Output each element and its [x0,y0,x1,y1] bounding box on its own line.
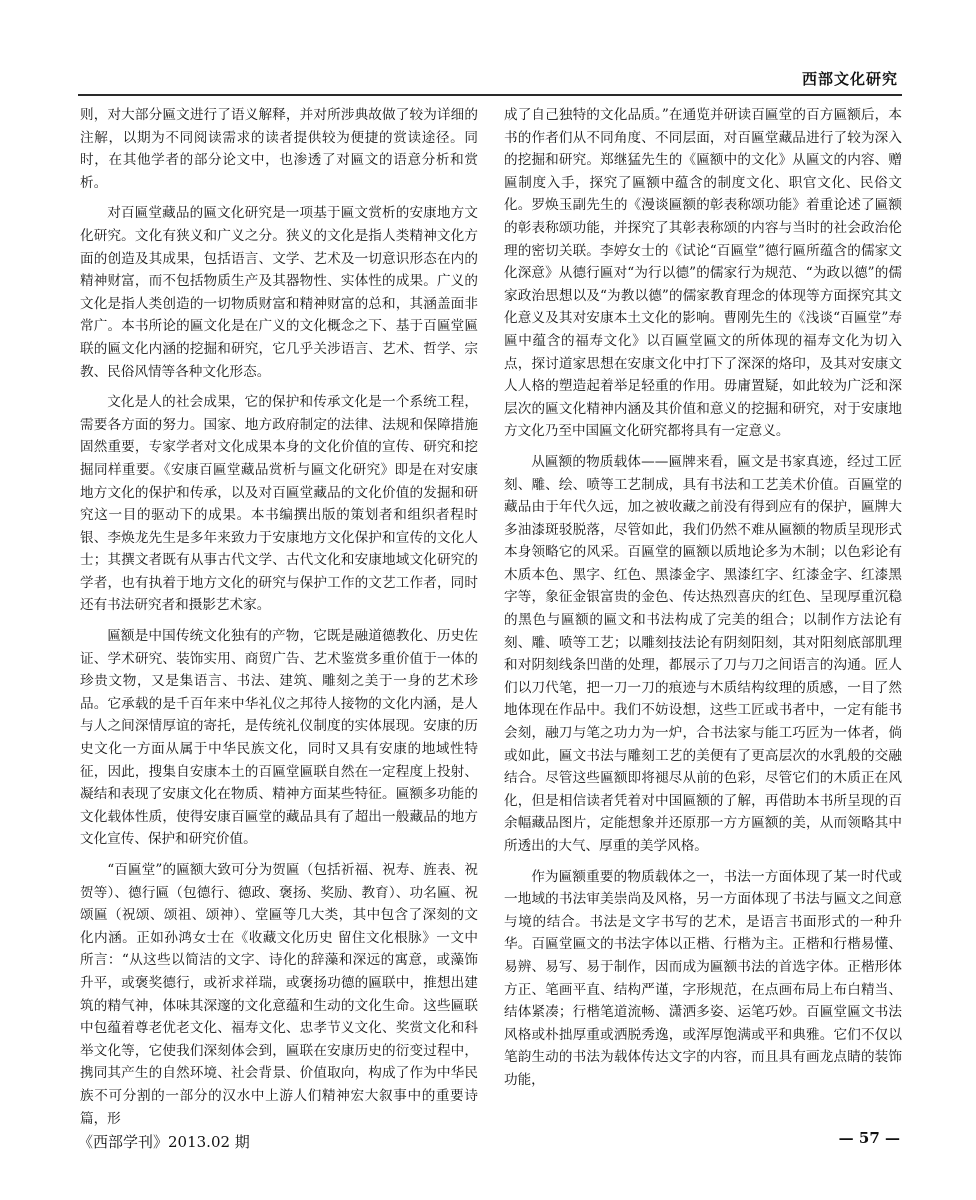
section-title: 西部文化研究 [801,70,898,88]
journal-citation: 《西部学刊》2013.02 期 [78,1133,250,1151]
right-column [504,104,902,1114]
paragraph: 成了自己独特的文化品质。”在通览并研读百匾堂的百方匾额后，本书的作者们从不同角度、不同层面，对百匾堂藏品进行了较为深入的挖掘和研究。郑继猛先生的《匾额中的文化》从匾文的内容、赠匾制度入手，探究了匾额中蕴含的制度文化、职官文化、民俗文化。罗焕玉副先生的《漫谈匾额的彰表称颂功能》着重论述了匾额的彰表称颂功能，并探究了其彰表称颂的内容与当时的社会政治伦理的密切关联。李婷女士的《试论“百匾堂”德行匾所蕴含的儒家文化深意》从德行匾对“为行以德”的儒家行为规范、“为政以德”的儒家政治思想以及“为教以德”的儒家教育理念的体现等方面探究其文化意义及其对安康本土文化的影响。曹刚先生的《浅谈“百匾堂”寿匾中蕴含的福寿文化》以百匾堂匾文的所体现的福寿文化为切入点，探讨道家思想在安康文化中打下了深深的烙印，及其对安康文人人格的塑造起着举足轻重的作用。毋庸置疑，如此较为广泛和深层次的匾文化精神内涵及其价值和意义的挖掘和研究，对于安康地方文化乃至中国匾文化研究都将具有一定意义。 [504,107,902,440]
page-header [78,56,902,96]
paragraph: “百匾堂”的匾额大致可分为贺匾（包括祈福、祝寿、旌表、祝贺等）、德行匾（包德行、德政、褒扬、奖励、教育）、功名匾、祝颂匾（祝颂、颂祖、颂神）、堂匾等几大类，其中包含了深刻的文化内涵。正如孙鸿女士在《收藏文化历史 留住文化根脉》一文中所言：“从这些以简洁的文字、诗化的辞藻和深远的寓意，或藻饰升平，或褒奖德行，或祈求祥瑞，或褒扬功德的匾联中，推想出建筑的精气神，体味其深邃的文化意蕴和生动的文化生命。这些匾联中包蕴着尊老优老文化、福寿文化、忠孝节义文化、奖赏文化和科举文化等，它使我们深刻体会到，匾联在安康历史的衍变过程中，携同其产生的自然环境、社会背景、价值取向，构成了作为中华民族不可分割的一部分的汉水中上游人们精神宏大叙事中的重要诗篇，形 [80,862,478,1127]
page-number: — 57 — [838,1129,900,1147]
paragraph: 从匾额的物质载体——匾牌来看，匾文是书家真迹，经过工匠刻、雕、绘、喷等工艺制成，具有书法和工艺美术价值。百匾堂的藏品由于年代久远，加之被收藏之前没有得到应有的保护，匾牌大多油漆斑驳脱落，尽管如此，我们仍然不难从匾额的物质呈现形式本身领略它的风采。百匾堂的匾额以质地论多为木制；以色彩论有木质本色、黑字、红色、黑漆金字、黑漆红字、红漆金字、红漆黑字等，象征金银富贵的金色、传达热烈喜庆的红色、呈现厚重沉稳的黑色与匾额的匾文和书法构成了完美的组合；以制作方法论有刻、雕、喷等工艺；以雕刻技法论有阴刻阳刻，其对阳刻底部肌理和对阴刻线条凹凿的处理，都展示了刀与刀之间语言的沟通。匠人们以刀代笔，把一刀一刀的痕迹与木质结构纹理的质感，一目了然地体现在作品中。我们不妨设想，这些工匠或书者中，一定有能书会刻，融刀与笔之功力为一炉，合书法家与能工巧匠为一体者，倘或如此，匾文书法与雕刻工艺的美便有了更高层次的水乳般的交融结合。尽管这些匾额即将褪尽从前的色彩，尽管它们的木质正在风化，但是相信读者凭着对中国匾额的了解，再借助本书所呈现的百余幅藏品图片，定能想象并还原那一方方匾额的美，从而领略其中所透出的大气、厚重的美学风格。 [504,453,902,854]
paragraph: 则，对大部分匾文进行了语义解释，并对所涉典故做了较为详细的注解，以期为不同阅读需求的读者提供较为便捷的赏读途径。同时，在其他学者的部分论文中，也渗透了对匾文的语意分析和赏析。 [80,107,478,191]
paragraph: 文化是人的社会成果，它的保护和传承文化是一个系统工程，需要各方面的努力。国家、地方政府制定的法律、法规和保障措施固然重要，专家学者对文化成果本身的文化价值的宣传、研究和挖掘同样重要。《安康百匾堂藏品赏析与匾文化研究》即是在对安康地方文化的保护和传承，以及对百匾堂藏品的文化价值的发掘和研究这一目的驱动下的成果。本书编撰出版的策划者和组织者程时银、李焕龙先生是多年来致力于安康地方文化保护和宣传的文化人士；其撰文者既有从事古代文学、古代文化和安康地域文化研究的学者，也有执着于地方文化的研究与保护工作的文艺工作者，同时还有书法研究者和摄影艺术家。 [80,394,478,614]
left-column [80,104,478,1127]
paragraph: 作为匾额重要的物质载体之一，书法一方面体现了某一时代或一地域的书法审美崇尚及风格，另一方面体现了书法与匾文之间意与境的结合。书法是文字书写的艺术，是语言书面形式的一种升华。百匾堂匾文的书法字体以正楷、行楷为主。正楷和行楷易懂、易辨、易写、易于制作，因而成为匾额书法的首选字体。正楷形体方正、笔画平直、结构严谨，字形规范，在点画布局上布白精当、结体紧凑；行楷笔道流畅、潇洒多姿、运笔巧妙。百匾堂匾文书法风格或朴拙厚重或洒脱秀逸，或浑厚饱满或平和典雅。它们不仅以笔韵生动的书法为载体传达文字的内容，而且具有画龙点睛的装饰功能， [504,868,902,1088]
paragraph: 匾额是中国传统文化独有的产物，它既是融道德教化、历史佐证、学术研究、装饰实用、商贸广告、艺术鉴赏多重价值于一体的珍贵文物，又是集语言、书法、建筑、雕刻之美于一身的艺术珍品。它承载的是千百年来中华礼仪之邦待人接物的文化内涵，是人与人之间深情厚谊的寄托，是传统礼仪制度的实体展现。安康的历史文化一方面从属于中华民族文化，同时又具有安康的地域性特征，因此，搜集自安康本土的百匾堂匾联自然在一定程度上投射、凝结和表现了安康文化在物质、精神方面某些特征。匾额多功能的文化载体性质，使得安康百匾堂的藏品具有了超出一般藏品的地方文化宣传、保护和研究价值。 [80,628,478,848]
paragraph: 对百匾堂藏品的匾文化研究是一项基于匾文赏析的安康地方文化研究。文化有狭义和广义之分。狭义的文化是指人类精神文化方面的创造及其成果，包括语言、文学、艺术及一切意识形态在内的精神财富，而不包括物质生产及其器物性、实体性的成果。广义的文化是指人类创造的一切物质财富和精神财富的总和，其涵盖面非常广。本书所论的匾文化是在广义的文化概念之下、基于百匾堂匾联的匾文化内涵的挖掘和研究，它几乎关涉语言、艺术、哲学、宗教、民俗风情等各种文化形态。 [80,205,478,380]
